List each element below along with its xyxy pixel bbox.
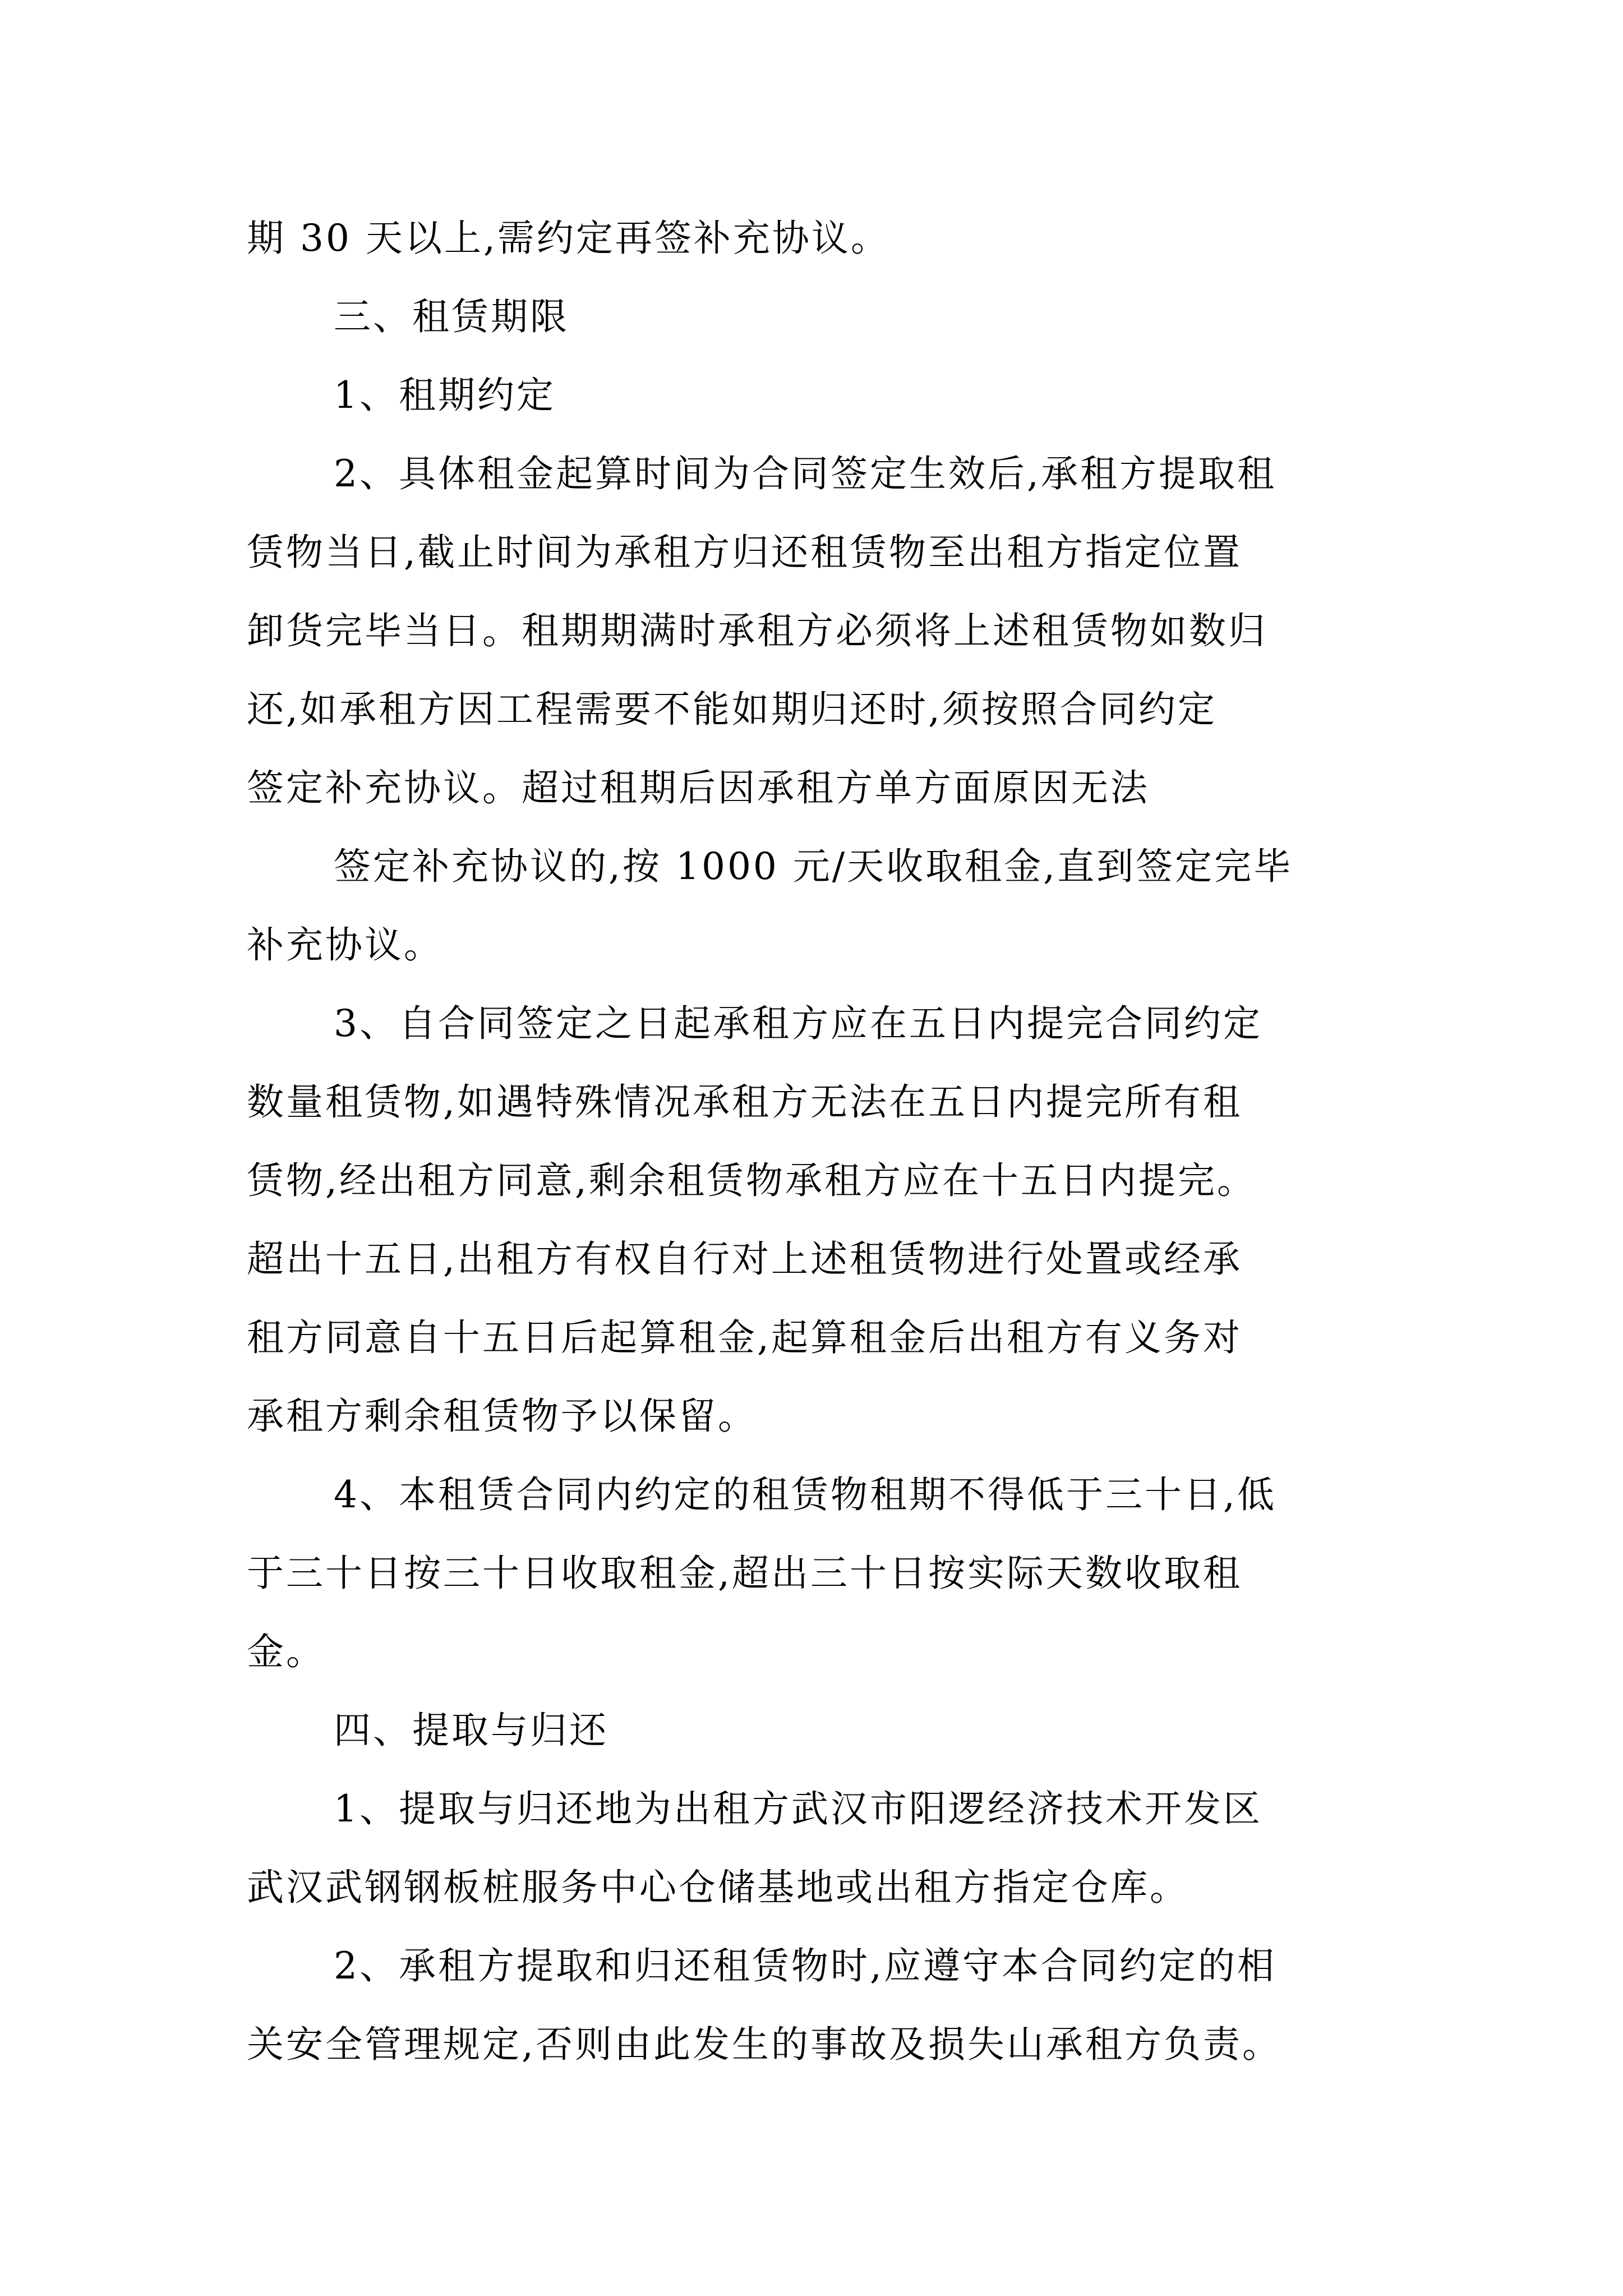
section-heading: 三、租赁期限 — [334, 295, 569, 338]
text-line: 2、具体租金起算时间为合同签定生效后,承租方提取租 — [334, 452, 1276, 495]
text-line: 补充协议。 — [247, 923, 443, 967]
text-line: 还,如承租方因工程需要不能如期归还时,须按照合同约定 — [247, 688, 1217, 731]
text-line: 4、本租赁合同内约定的租赁物租期不得低于三十日,低 — [334, 1473, 1276, 1516]
text-line: 2、承租方提取和归还租赁物时,应遵守本合同约定的相 — [334, 1944, 1276, 1987]
text-line: 金。 — [247, 1630, 325, 1673]
text-line: 卸货完毕当日。租期期满时承租方必须将上述租赁物如数归 — [247, 609, 1267, 652]
text-line: 承租方剩余租赁物予以保留。 — [247, 1395, 757, 1438]
text-line: 赁物,经出租方同意,剩余租赁物承租方应在十五日内提完。 — [247, 1159, 1256, 1202]
text-line: 签定补充协议。超过租期后因承租方单方面原因无法 — [247, 766, 1150, 809]
text-line: 赁物当日,截止时间为承租方归还租赁物至出租方指定位置 — [247, 531, 1242, 574]
text-line: 租方同意自十五日后起算租金,起算租金后出租方有义务对 — [247, 1316, 1242, 1359]
text-line: 超出十五日,出租方有权自行对上述租赁物进行处置或经承 — [247, 1237, 1242, 1281]
text-line: 期 30 天以上,需约定再签补充协议。 — [247, 217, 890, 260]
text-line: 1、提取与归还地为出租方武汉市阳逻经济技术开发区 — [334, 1787, 1262, 1830]
text-line: 签定补充协议的,按 1000 元/天收取租金,直到签定完毕 — [334, 845, 1293, 888]
text-line: 于三十日按三十日收取租金,超出三十日按实际天数收取租 — [247, 1552, 1242, 1595]
text-line: 武汉武钢钢板桩服务中心仓储基地或出租方指定仓库。 — [247, 1866, 1189, 1909]
text-line: 1、租期约定 — [334, 374, 556, 417]
section-heading: 四、提取与归还 — [334, 1709, 608, 1752]
text-line: 数量租赁物,如遇特殊情况承租方无法在五日内提完所有租 — [247, 1080, 1242, 1124]
text-line: 3、自合同签定之日起承租方应在五日内提完合同约定 — [334, 1002, 1262, 1045]
text-line: 关安全管理规定,否则由此发生的事故及损失山承租方负责。 — [247, 2023, 1281, 2066]
